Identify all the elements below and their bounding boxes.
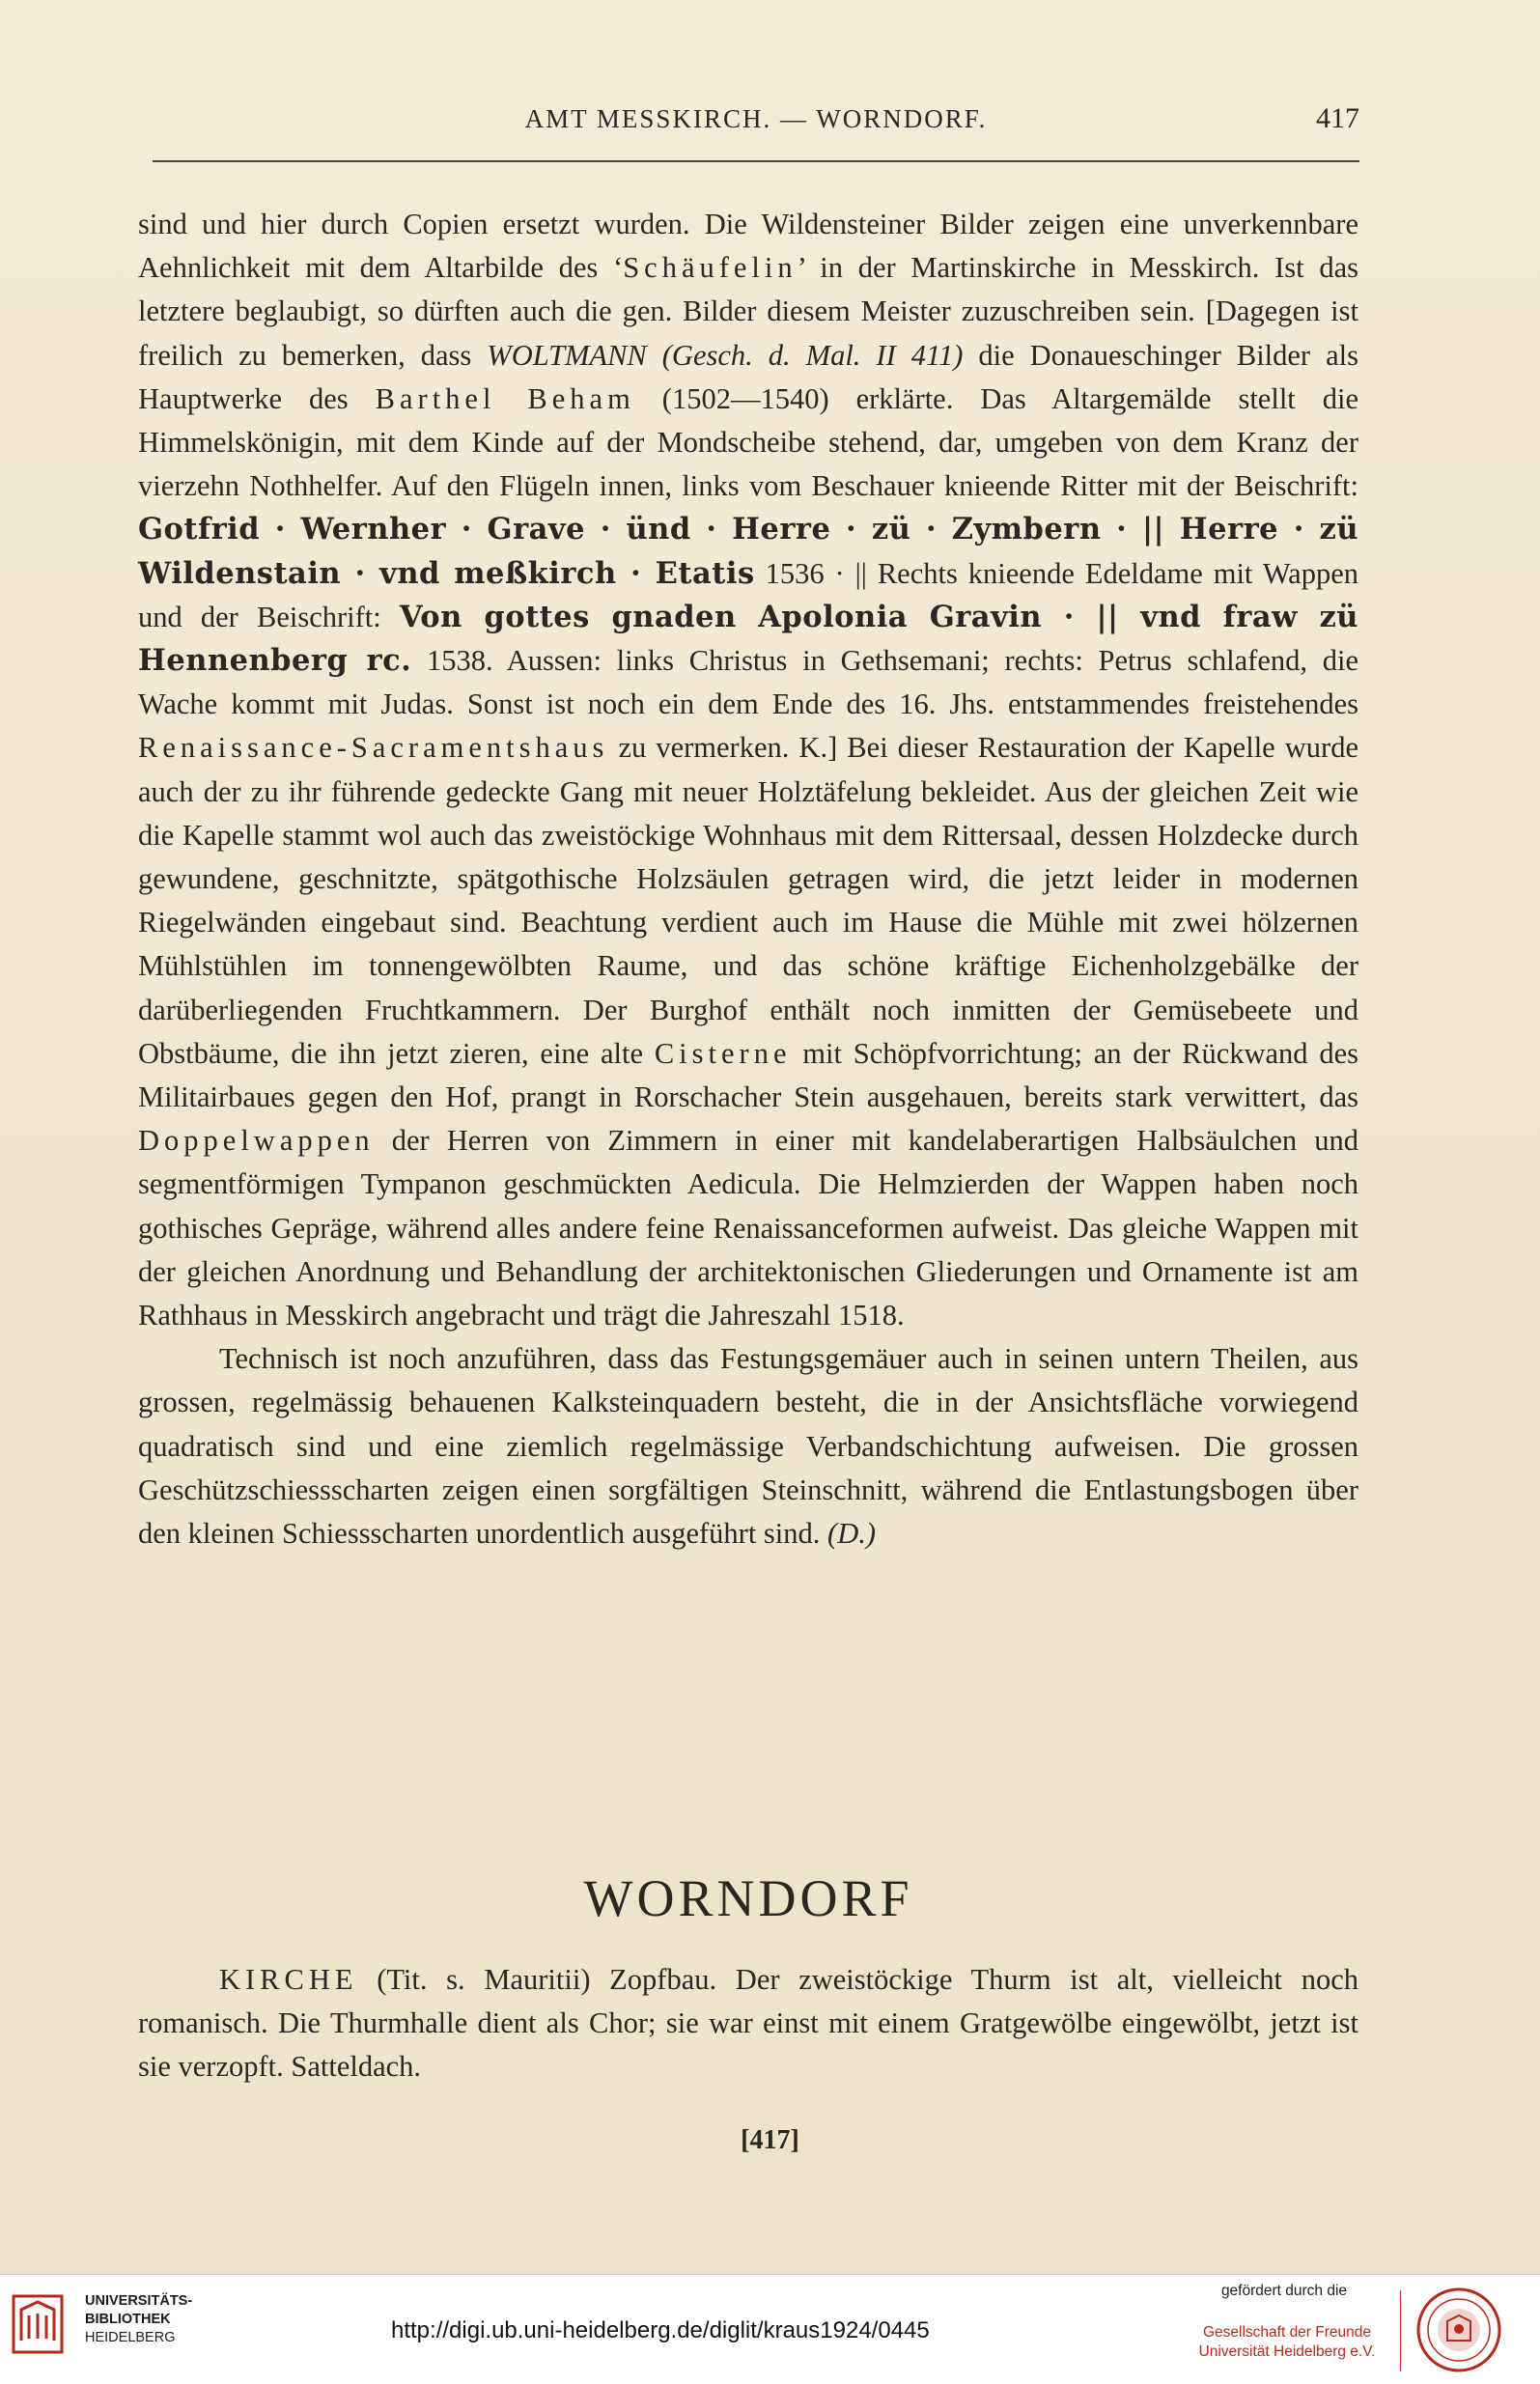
- spaced-name: Schäufelin: [623, 251, 798, 285]
- blackletter-inscription: Von gottes gnaden Apolonia Gravin · || vnd fraw zü Hennenberg rc.: [138, 599, 1358, 679]
- page-label: [417]: [741, 2125, 799, 2155]
- text-run: ’ in der Martinskirche in Messkirch. Ist das letztere beglaubigt, so dürften auch die gen. Bilder diesem Meister zuzuschreiben sein. [Dagegen ist freilich zu bemerken, dass: [138, 251, 1358, 372]
- funded-by-label: gefördert durch die: [1220, 2283, 1348, 2299]
- italic-citation: WOLTMANN (Gesch. d. Mal. II 411): [487, 338, 964, 372]
- permalink-url[interactable]: http://digi.ub.uni-heidelberg.de/diglit/kraus1924/0445: [391, 2317, 930, 2343]
- paragraph-1: [138, 203, 1358, 1337]
- body-text: [138, 203, 1358, 1556]
- footer-divider: [1400, 2290, 1401, 2371]
- text-run: 1538. Aussen: links Christus in Gethsemani; rechts: Petrus schlafend, die Wache kommt mit Judas. Sonst ist noch ein dem Ende des 16. Jhs. entstammendes freistehendes: [138, 644, 1358, 721]
- paragraph-kirche: [138, 1958, 1358, 2090]
- text-run: (Tit. s. Mauritii) Zopfbau. Der zweistöckige Thurm ist alt, vielleicht noch romanisch. Die Thurmhalle dient als Chor; sie war einst mit einem Gratgewölbe eingewölbt, jetzt ist sie verzopft. Satteldach.: [138, 1963, 1358, 2084]
- library-name-line: HEIDELBERG: [85, 2330, 176, 2345]
- spaced-term: Renaissance-Sacramentshaus: [138, 731, 609, 765]
- spaced-term: Doppelwappen: [138, 1124, 375, 1158]
- text-run: zu vermerken. K.] Bei dieser Restauration der Kapelle wurde auch der zu ihr führende gedeckte Gang mit neuer Holztäfelung bekleidet. Aus der gleichen Zeit wie die Kapelle stammt wol auch das zweistöckige Wohnhaus mit dem Rittersaal, dessen Holzdecke durch gewundene, geschnitzte, spätgothische Holzsäulen getragen wird, die jetzt leider in modernen Riegelwänden eingebaut sind. Beachtung verdient auch im Hause die Mühle mit zwei hölzernen Mühlstühlen im tonnengewölbten Raume, und das schöne kräftige Eichenholzgebälke der darüberliegenden Fruchtkammern. Der Burghof enthält noch inmitten der Gemüsebeete und Obstbäume, die ihn jetzt zieren, eine alte: [138, 731, 1358, 1070]
- header-rule: [153, 160, 1359, 162]
- society-seal-icon: [1415, 2286, 1502, 2373]
- text-run: (1502—1540) erklärte. Das Altargemälde stellt die Himmelskönigin, mit dem Kinde auf der Mondscheibe stehend, dar, umgeben von dem Kranz der vierzehn Nothhelfer. Auf den Flügeln innen, links vom Beschauer knieende Ritter mit der Beischrift:: [138, 381, 1359, 503]
- society-name-line: Universität Heidelberg e.V.: [1198, 2343, 1376, 2360]
- author-initial: (D.): [827, 1517, 876, 1551]
- text-run: die Donaueschinger Bilder als Hauptwerke des: [138, 338, 1358, 415]
- text-run: mit Schöpfvorrichtung; an der Rückwand des Militairbaues gegen den Hof, prangt in Rorschacher Stein ausgehauen, bereits stark verwittert, das: [138, 1036, 1359, 1114]
- spaced-term: Cisterne: [654, 1036, 792, 1070]
- library-name-line: BIBLIOTHEK: [85, 2312, 171, 2327]
- spaced-name: Barthel Beham: [375, 381, 635, 415]
- spaced-lead: KIRCHE: [219, 1963, 358, 1996]
- text-run: Technisch ist noch anzuführen, dass das Festungsgemäuer auch in seinen untern Theilen, aus grossen, regelmässig behauenen Kalksteinquadern besteht, die in der Ansichtsfläche vorwiegend quadratisch sind und eine ziemlich regelmässige Verbandschichtung aufweisen. Die grossen Geschützschiessscharten zeigen einen sorgfältigen Steinschnitt, während die Entlastungsbogen über den kleinen Schiessscharten unordentlich ausgeführt sind.: [138, 1342, 1358, 1551]
- running-title: AMT MESSKIRCH. — WORNDORF.: [524, 104, 988, 133]
- society-name: [1186, 2323, 1388, 2362]
- text-run: sind und hier durch Copien ersetzt wurden. Die Wildensteiner Bilder zeigen eine unverkennbare Aehnlichkeit mit dem Altarbilde des ‘: [138, 208, 1358, 285]
- text-run: der Herren von Zimmern in einer mit kandelaberartigen Halbsäulchen und segmentförmigen Tympanon geschmückten Aedicula. Die Helmzierden der Wappen haben noch gothisches Gepräge, während alles andere feine Renaissanceformen aufweist. Das gleiche Wappen mit der gleichen Anordnung und Behandlung der architektonischen Gliederungen und Ornamente ist am Rathhaus in Messkirch angebracht und trägt die Jahreszahl 1518.: [138, 1124, 1358, 1332]
- section-text: [138, 1958, 1358, 2090]
- society-name-line: Gesellschaft der Freunde: [1202, 2324, 1372, 2341]
- section-heading: WORNDORF: [583, 1869, 913, 1927]
- page-number: 417: [1316, 102, 1359, 134]
- running-head: [153, 98, 1359, 147]
- blackletter-inscription: Gotfrid · Wernher · Grave · ünd · Herre · zü · Zymbern · || Herre · zü Wildenstain · vnd meßkirch · Etatis: [138, 512, 1358, 591]
- text-run: 1536 · || Rechts knieende Edeldame mit Wappen und der Beischrift:: [138, 556, 1358, 633]
- university-library-logo-icon: [12, 2292, 64, 2356]
- library-name: [85, 2292, 192, 2347]
- digitization-footer: [0, 2274, 1540, 2384]
- library-name-line: UNIVERSITÄTS-: [85, 2293, 193, 2309]
- paragraph-2: [138, 1337, 1358, 1556]
